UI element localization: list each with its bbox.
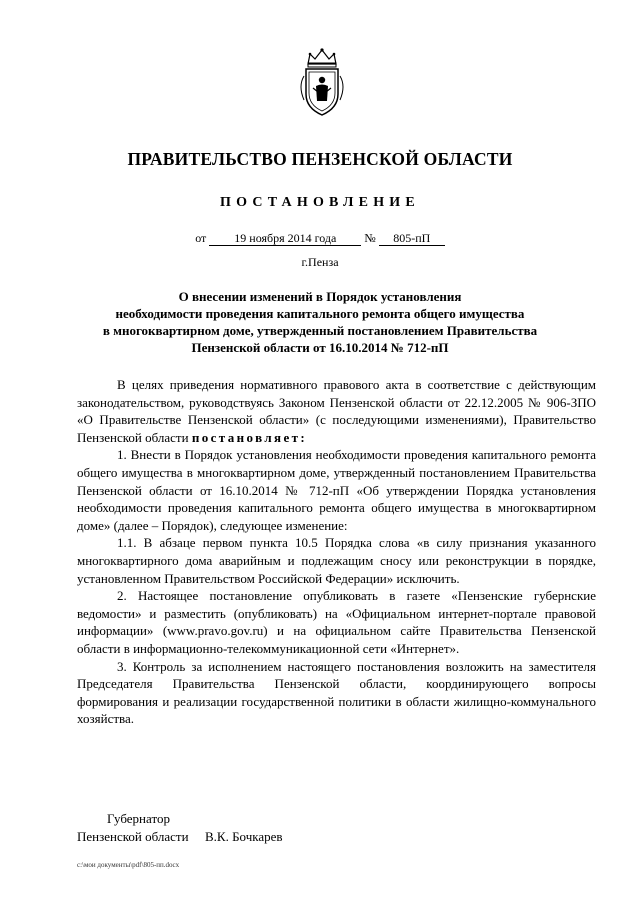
decree-word: постановляет: <box>191 429 308 445</box>
item-2: 2. Настоящее постановление опубликовать в газете «Пензенские губернские ведомости» и разместить (опубликовать) на «Официальном интернет-портале правовой информации» (www.pravo.gov.ru) и на официальном сайте Правительства Пензенской области в информационно-телекоммуникационной сети «Интернет». <box>77 588 596 656</box>
signature-block <box>77 810 283 846</box>
city: г.Пенза <box>301 255 339 269</box>
document-subject <box>70 288 570 356</box>
signatory-region: Пензенской области <box>77 829 189 844</box>
subject-line: в многоквартирном доме, утвержденный постановлением Правительства <box>102 323 538 338</box>
document-number: 805-пП <box>379 232 445 246</box>
number-sign: № <box>364 231 376 245</box>
date-number-line <box>0 231 640 246</box>
signatory-name: В.К. Бочкарев <box>205 829 283 844</box>
subject-line: необходимости проведения капитального ремонта общего имущества <box>115 306 525 321</box>
item-1-1: 1.1. В абзаце первом пункта 10.5 Порядка слова «в силу признания указанного многоквартирного дома аварийным и подлежащим сносу или реконструкции в порядке, установленном Правительством Российской Федерации» исключить. <box>77 535 596 586</box>
document-type: ПОСТАНОВЛЕНИЕ <box>220 195 420 210</box>
subject-line: О внесении изменений в Порядок установления <box>178 289 462 304</box>
coat-of-arms-icon <box>296 46 348 118</box>
subject-line: Пензенской области от 16.10.2014 № 712-пП <box>191 340 449 355</box>
date-prefix: от <box>195 231 207 245</box>
item-1: 1. Внести в Порядок установления необходимости проведения капитального ремонта общего имущества в многоквартирном доме, утвержденный постановлением Правительства Пензенской области от 16.10.2014 № 712-пП «Об утверждении Порядка установления необходимости проведения капитального ремонта общего имущества в многоквартирном доме» (далее – Порядок), следующее изменение: <box>77 447 596 533</box>
file-path: c:\мои документы\pdf\805-пп.docx <box>77 861 180 869</box>
signatory-line <box>77 828 283 846</box>
item-3: 3. Контроль за исполнением настоящего постановления возложить на заместителя Председателя Правительства Пензенской области, координирующего вопросы формирования и реализации государственной политики в области жилищно-коммунального хозяйства. <box>77 658 596 727</box>
signatory-role: Губернатор <box>107 811 170 826</box>
document-date: 19 ноября 2014 года <box>209 232 361 246</box>
document-body <box>77 376 596 728</box>
preamble-paragraph <box>77 376 596 446</box>
organization-title: ПРАВИТЕЛЬСТВО ПЕНЗЕНСКОЙ ОБЛАСТИ <box>127 149 513 169</box>
preamble-text: В целях приведения нормативного правового акта в соответствие с действующим законодательством, руководствуясь Законом Пензенской области от 22.12.2005 № 906-ЗПО «О Правительстве Пензенской области» (с последующими изменениями), Правительство Пензенской области <box>77 377 596 445</box>
